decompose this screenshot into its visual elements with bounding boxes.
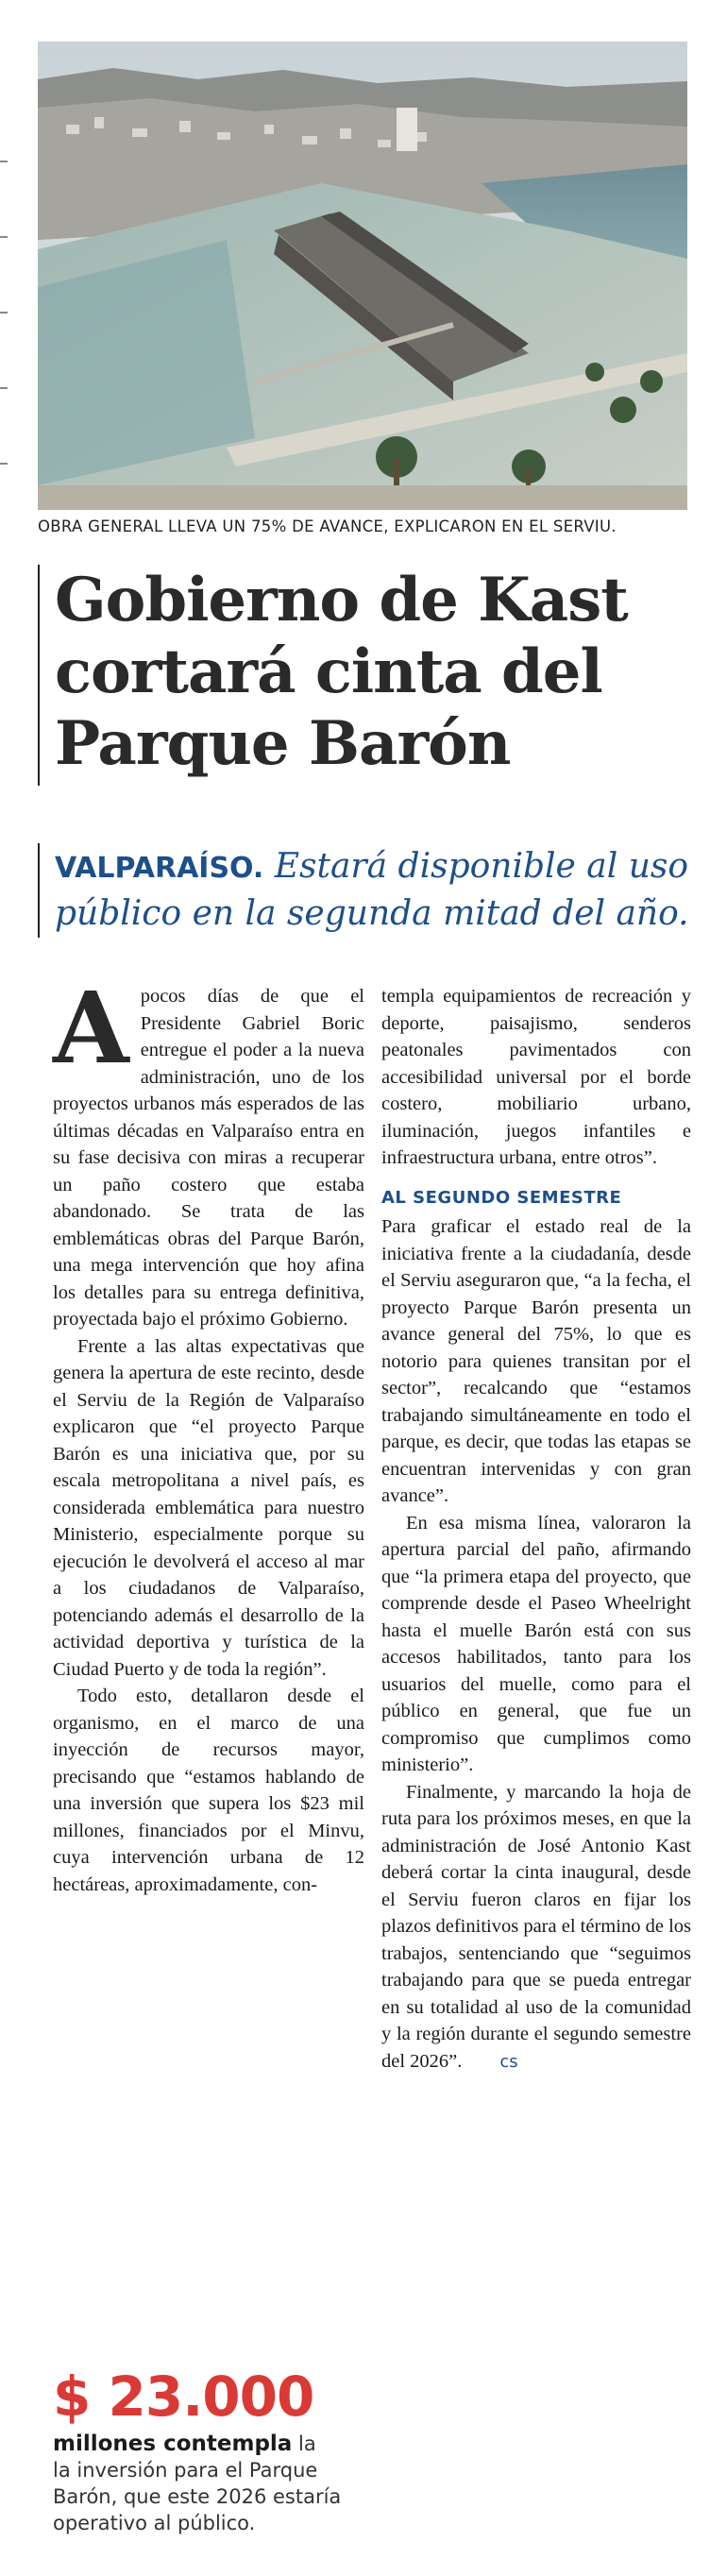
end-mark: cs	[499, 2051, 518, 2072]
edge-tick	[0, 312, 8, 314]
harbor-photo-icon	[38, 42, 687, 510]
paragraph: templa equipamientos de recreación y deporte, paisajismo, senderos peatonales pavimentados con accesibilidad universal por el borde costero, mobiliario urbano, iluminación, juegos infantiles e infraestructura urbana, entre otros”.	[381, 986, 691, 1168]
edge-tick	[0, 161, 8, 162]
article-column-right	[381, 983, 691, 2076]
deck-rule	[38, 843, 40, 938]
highlight-amount: $ 23.000	[53, 2364, 314, 2429]
highlight-bold: millones contempla	[53, 2432, 293, 2456]
paragraph	[381, 1779, 691, 2076]
deck-text: público en la segunda mitad del año.	[55, 894, 689, 933]
highlight-line	[53, 2431, 364, 2457]
edge-tick	[0, 387, 8, 389]
paragraph	[53, 970, 364, 1333]
photo-caption: OBRA GENERAL LLEVA UN 75% DE AVANCE, EXPLICARON EN EL SERVIU.	[38, 517, 617, 535]
article-photo	[38, 42, 687, 510]
dateline-place: VALPARAÍSO.	[55, 852, 264, 885]
headline	[55, 565, 687, 780]
paragraph-text: Finalmente, y marcando la hoja de ruta para los próximos meses, en que la administración de José Antonio Kast deberá cortar la cinta inaugural, desde el Serviu fueron claros en fijar los plazos definitivos para el término de los trabajos, sentenciando que “seguimos trabajando para que se pueda entregar en su totalidad al uso de la comunidad y la región durante el segundo semestre del 2026”.	[381, 1781, 691, 2072]
deck	[55, 843, 697, 937]
article-column-left	[53, 970, 364, 1898]
page-edge	[0, 0, 15, 2576]
edge-tick	[0, 236, 8, 238]
edge-tick	[0, 463, 8, 465]
headline-line: Gobierno de Kast	[55, 565, 628, 636]
highlight-box	[53, 2366, 364, 2536]
headline-line: cortará cinta del	[55, 636, 602, 707]
headline-line: Parque Barón	[55, 708, 511, 779]
deck-text: Estará disponible al uso	[263, 847, 689, 886]
deck-line-1	[55, 843, 697, 891]
highlight-text: la inversión para el Parque Barón, que este 2026 estaría operativo al público.	[53, 2459, 342, 2534]
paragraph: Para graficar el estado real de la iniciativa frente a la ciudadanía, desde el Serviu aseguraron que, “a la fecha, el proyecto Parque Barón presenta un avance general del 75%, lo que es notorio para quienes transitan por el sector”, recalcando que “estamos trabajando simultáneamente en todo el parque, es decir, que todas las etapas se encuentran intervenidas y con gran avance”.	[381, 1216, 691, 1506]
paragraph: Frente a las altas expectativas que genera la apertura de este recinto, desde el Serviu de la Región de Valparaíso explicaron que “el proyecto Parque Barón es una iniciativa que, por su escala metropolitana a nivel país, es considerada emblemática para nuestro Ministerio, especialmente porque su ejecución le devolverá el acceso al mar a los ciudadanos de Valparaíso, potenciando además el desarrollo de la actividad deportiva y turística de la Ciudad Puerto y de toda la región”.	[53, 1335, 364, 1680]
paragraph-text: pocos días de que el Presidente Gabriel Boric entregue el poder a la nueva administración, uno de los proyectos urbanos más esperados de las últimas décadas en Valparaíso entra en su fase decisiva con miras a recuperar un paño costero que estaba abandonado. Se trata de las emblemáticas obras del Parque Barón, una mega intervención que hoy afina los detalles para su entrega definitiva, proyectada bajo el próximo Gobierno.	[53, 986, 364, 1330]
paragraph: Todo esto, detallaron desde el organismo, en el marco de una inyección de recursos mayor, precisando que “estamos hablando de una inversión que supera los $23 mil millones, financiados por el Minvu, cuya intervención urbana de 12 hectáreas, aproximadamente, con-	[53, 1686, 364, 1895]
headline-rule	[38, 565, 40, 786]
paragraph: En esa misma línea, valoraron la apertura parcial del paño, afirmando que “la primera etapa del proyecto, que comprende desde el Paseo Wheelright hasta el muelle Barón está con sus accesos habilitados, tanto para los usuarios del muelle, como para el público en general, que fue un compromiso que cumplimos como ministerio”.	[381, 1512, 691, 1775]
highlight-text: la	[292, 2432, 316, 2455]
subheading: AL SEGUNDO SEMESTRE	[381, 1187, 622, 1208]
drop-cap: A	[53, 970, 129, 1086]
